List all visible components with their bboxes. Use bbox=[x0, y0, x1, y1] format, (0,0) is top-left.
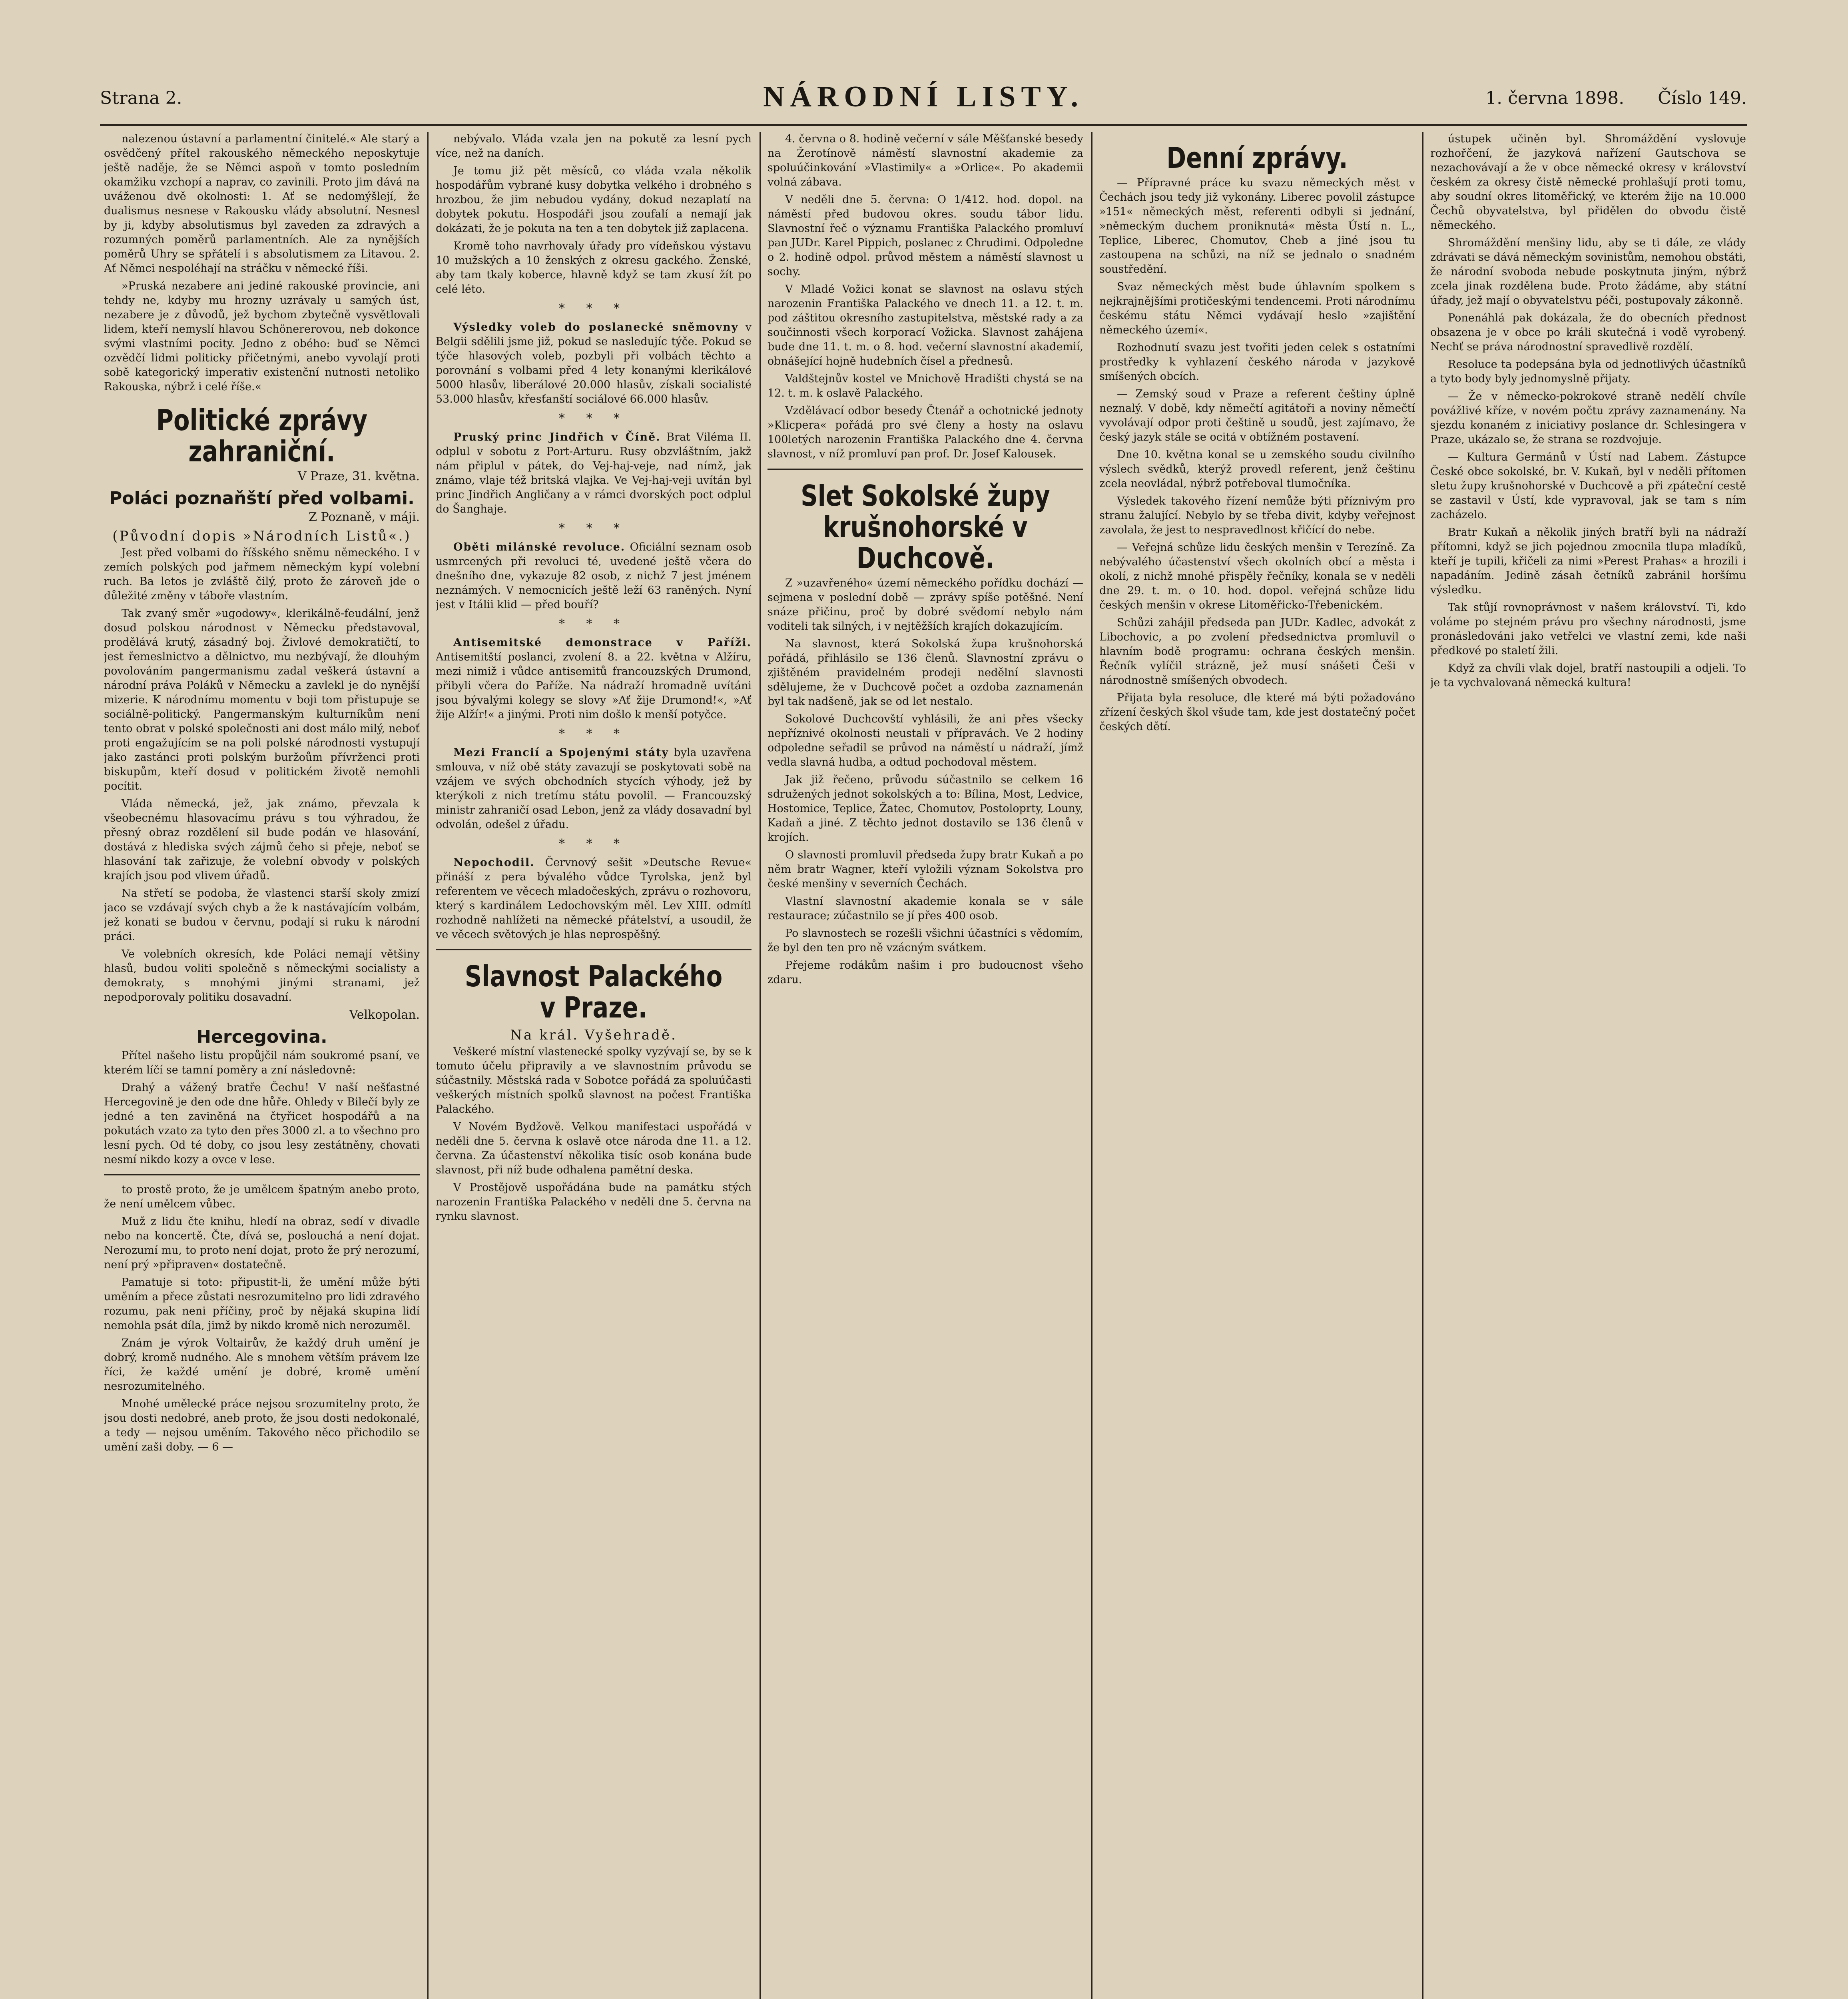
article-paragraph: Tak zvaný směr »ugodowy«, klerikálně-feudální, jenž dosud polskou národnost v Německu představoval, prodělává krutý, zásadný boj. Živlové demokratičtí, to jest řemeslnictvo a dělnictvo, mu nezbývají, že dlouhým povolováním pangermanismu zadal veškerá ústavní a národní práva Poláků v Německu a zavlekl je do nynější mizerie. K národnímu momentu v boji tom přistupuje se sociálně-politický. Pangermanským kulturníkům není tento obrat v polské společnosti ani dost málo milý, neboť proti engažujícím se na poli polské národnosti vystupují jako zastánci proti polským buržoům přívrženci proti biskupům, kteří dosud v politickém životě nemohli pocítit. bbox=[104, 607, 420, 792]
article-paragraph: Tak stůjí rovnoprávnost v našem království. Ti, kdo voláme po stejném právu pro všechny národnosti, jsme pronásledováni jako vetřelci ve vlastní zemi, kde naši předkové po staletí žili. bbox=[1430, 601, 1746, 657]
column-4 bbox=[1099, 132, 1415, 1999]
article-palacky-title: Slavnost Palackého v Praze. bbox=[464, 960, 723, 1024]
news-item bbox=[436, 856, 752, 942]
article-paragraph: Na slavnost, která Sokolská župa krušnohorská pořádá, přihlásilo se 136 členů. Slavnostní zprávu o zjištěném pravidelném prodeji nedělní slavnosti sdělujeme, že v Duchcově počet a ozdoba zaznamenán byl tak nadšeně, jak se od let nestalo. bbox=[768, 638, 1083, 708]
article-paragraph: — Kultura Germánů v Ústí nad Labem. Zástupce České obce sokolské, br. V. Kukaň, byl v neděli přítomen sletu župy krušnohorské v Duchcově a při zpáteční cestě se zastavil v Ústí, kde vypravoval, jak se tam s ním zacházelo. bbox=[1430, 451, 1746, 521]
article-paragraph: — Zemský soud v Praze a referent češtiny úplně neznalý. V době, kdy němečtí agitátoři a noviny němečtí vyvolávají odpor proti češtině u soudů, jest zajímavo, že český jazyk stále se ocitá v obtížném postavení. bbox=[1099, 388, 1415, 443]
article-paragraph: Jak již řečeno, průvodu súčastnilo se celkem 16 sdružených jednot sokolských a to: Bílina, Most, Ledvice, Hostomice, Teplice, Žatec, Chomutov, Postoloprty, Louny, Kadaň a jiné. Z těchto jednot dostavilo se 136 členů v krojích. bbox=[768, 774, 1083, 844]
masthead: NÁRODNÍ LISTY. bbox=[763, 80, 1084, 113]
article-paragraph: Přítel našeho listu propůjčil nám soukromé psaní, ve kterém líčí se tamní poměry a zní následovně: bbox=[104, 1049, 420, 1076]
article-paragraph: Veškeré místní vlastenecké spolky vyzývají se, by se k tomuto účelu připravily a ve slavnostním průvodu se súčastnily. Městská rada v Sobotce pořádá za spoluúčasti veškerých místních spolků slavnost na počest Františka Palackého. bbox=[436, 1045, 752, 1115]
section-stars: * * * bbox=[558, 727, 629, 741]
article-paragraph: Bratr Kukaň a několik jiných bratří byli na nádraží přítomni, když se jich pojednou zmocnila tlupa mladíků, kteří je tupili, křičeli za nimi »Perest Prahas« a hrozili i napadáním. Jedině zásah četníků zabránil horšímu výsledku. bbox=[1430, 526, 1746, 596]
feuilleton-paragraph: Mnohé umělecké práce nejsou srozumitelny proto, že jsou dosti nedobré, aneb proto, že jsou dosti nedokonalé, a tedy — nejsou uměním. Takového něco přichodilo se umění zaši doby. — 6 — bbox=[104, 1398, 420, 1453]
section-rule bbox=[768, 469, 1083, 470]
news-item bbox=[436, 540, 752, 612]
feuilleton-paragraph: to prostě proto, že je umělcem špatným anebo proto, že není umělcem vůbec. bbox=[104, 1183, 420, 1210]
news-item bbox=[436, 636, 752, 722]
feuilleton-paragraph: Znám je výrok Voltairův, že každý druh umění je dobrý, kromě nudného. Ale s mnohem větším právem lze říci, že každé umění je dobré, kromě umění nesrozumitelného. bbox=[104, 1337, 420, 1393]
article-hercegovina-title: Hercegovina. bbox=[196, 1027, 327, 1047]
section-stars: * * * bbox=[558, 301, 629, 315]
issue-info bbox=[1485, 88, 1747, 108]
column-5 bbox=[1430, 132, 1746, 1999]
article-paragraph: V neděli dne 5. června: O 1/412. hod. dopol. na náměstí před budovou okres. soudu tábor lidu. Slavnostní řeč o významu Františka Palackého promluví pan JUDr. Karel Pippich, poslanec z Chrudimi. Odpoledne o 2. hodině odpol. průvod městem a náměstí slavnost u sochy. bbox=[768, 194, 1083, 278]
news-item bbox=[436, 746, 752, 832]
news-item-title: Pruský princ Jindřich v Číně. bbox=[453, 431, 661, 443]
news-item-text: v Belgii sdělili jsme již, pokud se nasledujíc týče. Pokud se týče hlasových voleb, pozbyli při volbách těchto a porovnání s volbami před 4 lety konanými klerikálové 5000 hlasův, liberálové 20.000 hlasův, získali socialisté 53.000 hlasův, křesťanští sociálové 66.000 hlasův. bbox=[436, 321, 752, 405]
page-label: Strana 2. bbox=[100, 88, 182, 108]
article-paragraph: Schůzi zahájil předseda pan JUDr. Kadlec, advokát z Libochovic, a po zvolení předsednictva promluvil o hlavním bodě programu: ochrana českých menšin. Řečník vylíčil strázně, jež musí snášeti Češi v národnostně smíšených obvodech. bbox=[1099, 616, 1415, 686]
news-item-text: Brat Viléma II. odplul v sobotu z Port-Arturu. Rusy obzvláštním, jakž nám připlul v pátek, do Vej-haj-veje, nad nímž, jak známo, vlaje též britská vlajka. Ve Vej-haj-veji uvítán byl princ Jindřich Angličany a v rámci dvorských poct odplul do Šanghaje. bbox=[436, 431, 752, 515]
column-separator bbox=[760, 132, 761, 1999]
article-paragraph: O slavnosti promluvil předseda župy bratr Kukaň a po něm bratr Wagner, kteří vyložili význam Sokolstva pro české menšiny v severních Čechách. bbox=[768, 849, 1083, 890]
issue-number: Číslo 149. bbox=[1658, 88, 1747, 108]
article-paragraph: Dne 10. května konal se u zemského soudu civilního výslech svědků, kterýž provedl referent, jenž češtinu zcela neovládal, nýbrž potřeboval tlumočníka. bbox=[1099, 449, 1415, 490]
article-signature: Velkopolan. bbox=[349, 1008, 420, 1022]
col2-intro-paragraph: Je tomu již pět měsíců, co vláda vzala několik hospodářům vybrané kusy dobytka velkého i drobného s hrozbou, že jim nebudou vydány, dokud nezaplatí na dobytek pokutu. Hospodáři jsou zoufalí a nemají jak dokázati, že je pokuta na ten a ten dobytek již zaplacena. bbox=[436, 165, 752, 235]
article-paragraph: Po slavnostech se rozešli všichni účastníci s vědomím, že byl den ten pro ně vzácným svátkem. bbox=[768, 927, 1083, 954]
article-paragraph: Jest před volbami do říšského sněmu německého. I v zemích polských pod jařmem německým kypí volební ruch. Ba letos je zvláště čilý, proto že zároveň jde o důležité změny v táboře vlastním. bbox=[104, 547, 420, 602]
news-item-title: Nepochodil. bbox=[453, 856, 535, 869]
article-paragraph: Svaz německých měst bude úhlavním spolkem s nejkrajnějšími protičeskými tendencemi. Proti národnímu českému státu Němci vydávají heslo »zajištění německého území«. bbox=[1099, 281, 1415, 336]
article-paragraph: 4. června o 8. hodině večerní v sále Měšťanské besedy na Žerotínově náměstí slavnostní akademie za spoluúčinkování »Vlastimily« a »Orlice«. Po akademii volná zábava. bbox=[768, 133, 1083, 188]
section-dateline: V Praze, 31. května. bbox=[297, 469, 420, 483]
article-poles-dateline: Z Poznaně, v máji. bbox=[309, 510, 420, 524]
article-paragraph: Když za chvíli vlak dojel, bratří nastoupili a odjeli. To je ta vychvalovaná německá kultura! bbox=[1430, 662, 1746, 689]
news-item-title: Výsledky voleb do poslanecké sněmovny bbox=[453, 321, 739, 333]
article-paragraph: Vláda německá, jež, jak známo, převzala k všeobecnému hlasovacímu právu s tou výhradou, že přesný obraz rozdělení sil bude podán ve hlasování, dostává z hlediska svých zájmů čeho si přeje, neboť se hlasování tak zařizuje, že volební obvody v polských krajích jsou pod vlivem úřadů. bbox=[104, 798, 420, 882]
article-paragraph: Ponenáhlá pak dokázala, že do obecních přednost obsazena je v obce po králi skutečná i vodě vyrobený. Nechť se práva národnostní spravedlivě rozdělí. bbox=[1430, 312, 1746, 353]
page-header bbox=[100, 76, 1747, 120]
article-paragraph: ústupek učiněn byl. Shromáždění vyslovuje rozhořčení, že jazyková nařízení Gautschova se nezachovávají a že v obce německé okresy v království českém za okresy čistě německé prohlašují proti tomu, aby soudní okres litoměřický, ve kterém žije na 10.000 Čechů obyvatelstva, byl přidělen do obvodu čistě německého. bbox=[1430, 133, 1746, 231]
article-paragraph: Ve volebních okresích, kde Poláci nemají většiny hlasů, budou voliti společně s německými socialisty a demokraty, s mnohými jinými stranami, jež nepodporovaly politiku dosavadní. bbox=[104, 948, 420, 1003]
article-paragraph: Resoluce ta podepsána byla od jednotlivých účastníků a tyto body byly jednomyslně přijaty. bbox=[1430, 358, 1746, 385]
news-item-text: Antisemitští poslanci, zvolení 8. a 22. května v Alžíru, mezi nimiž i vůdce antisemitů francouzských Drumond, přibyli včera do Paříže. Na nádraží hromadně uvítáni jsou bývalými kolegy se slovy »Ať žije Drumond!«, »Ať žije Alžír!« a jinými. Proti nim došlo k menší potyčce. bbox=[436, 651, 752, 721]
column-separator bbox=[1091, 132, 1092, 1999]
news-item-text: Oficiální seznam osob usmrcených při revoluci té, uvedené ještě včera do dnešního dne, vykazuje 82 osob, z nichž 7 jest jménem neznámých. V nemocnicích ještě leží 63 raněných. Nyní jest v Itálii klid — před bouří? bbox=[436, 541, 752, 611]
article-paragraph: — Veřejná schůze lidu českých menšin v Terezíně. Za nebývalého účastenství všech okolních obcí a města i okolí, z nichž mnohé přispěly řečníky, konala se v neděli dne 29. t. m. o 10. hod. dopol. veřejná schůze lidu českých menšin v okrese Litoměřicko-Třebenickém. bbox=[1099, 541, 1415, 611]
issue-date: 1. června 1898. bbox=[1485, 88, 1625, 108]
article-paragraph: Vzdělávací odbor besedy Čtenář a ochotnické jednoty »Klicpera« pořádá pro své členy a hosty na oslavu 100letých narozenin Františka Palackého dne 4. června slavnost, v níž promluví pan prof. Dr. Josef Kalousek. bbox=[768, 405, 1083, 460]
article-paragraph: Na střetí se podoba, že vlastenci starší skoly zmizí jaco se vzdávají svých chyb a že k nastávajícím volbám, jež konati se budou v červnu, podají si ruku k národní práci. bbox=[104, 887, 420, 943]
news-item-text: byla uzavřena smlouva, v níž obě státy zavazují se poskytovati sobě na vzájem ve svých obchodních stycích výhody, jež by kterýkoli z nich tretímu státu povolil. — Francouzský ministr zahraničí osad Lebon, jenž za vlády dosavadní byl odvolán, odešel z úřadu. bbox=[436, 746, 752, 831]
news-item-title: Oběti milánské revoluce. bbox=[453, 541, 626, 553]
article-paragraph: Vlastní slavnostní akademie konala se v sále restaurace; zúčastnilo se jí přes 400 osob. bbox=[768, 895, 1083, 922]
news-item bbox=[436, 320, 752, 407]
article-paragraph: Valdštejnův kostel ve Mnichově Hradišti chystá se na 12. t. m. k oslavě Palackého. bbox=[768, 373, 1083, 399]
section-foreign-news-title: Politické zprávy zahraniční. bbox=[156, 403, 368, 468]
news-item bbox=[436, 430, 752, 517]
column-separator bbox=[1422, 132, 1423, 1999]
article-paragraph: Z »uzavřeného« území německého pořídku dochází — sejmena v poslední době — zprávy spíše potěšné. Není snáze přičinu, proč by dobré svědomí nebylo nám voditeli tak silných, i v nejtěžších krajích dokazujícím. bbox=[768, 577, 1083, 632]
section-stars: * * * bbox=[558, 411, 629, 425]
article-paragraph: Drahý a vážený bratře Čechu! V naší nešťastné Hercegovině je den ode dne hůře. Ohledy v Bilečí byly ze jedné a ten zaviněná na čtyřicet hospodářů a na pokutách vzato za tyto den přes 3000 zl. a to všechno pro lesní pych. Od té doby, co jsou lesy zestátněny, chovati nesmí nikdo kozy a ovce v lese. bbox=[104, 1081, 420, 1166]
article-paragraph: V Prostějově uspořádána bude na památku stých narozenin Františka Palackého v neděli dne 5. června na rynku slavnost. bbox=[436, 1181, 752, 1223]
news-item-text: Červnový sešit »Deutsche Revue« přináší z pera bývalého vůdce Tyrolska, jenž byl referentem ve věcech mladočeských, zprávu o rozhovoru, který s kardinálem Ledochovským měl. Lev XIII. odmítl rozhodně nahlížeti na německé přátelství, a usoudil, že ve věcech světových je hlas neprospěšný. bbox=[436, 856, 752, 941]
article-paragraph: Přijata byla resoluce, dle které má býti požadováno zřízení českých škol všude tam, kde jest dostatečný počet českých dětí. bbox=[1099, 692, 1415, 733]
section-stars: * * * bbox=[558, 521, 629, 535]
col1-intro-paragraph: nalezenou ústavní a parlamentní činitelé.« Ale starý a osvědčený přítel rakouského německého neposkytuje ještě naděje, že se Němci aspoň v tomto posledním okamžiku vzchopí a naprav, co zavinili. Proto jim dává na uváženou dvě okolnosti: 1. Ať se nedomýšlejí, že dualismus nesnese v Rakousku vlády absolutní. Nesnesl by ji, kdyby absolutismus byl zaveden za zdravých a rozumných poměrů parlamentních. Ale za nynějších poměrů Uhry se spřátelí i s absolutismem za Litavou. 2. Ať Němci nespoléhají na stráčku v německé říši. bbox=[104, 133, 420, 275]
feuilleton-rule bbox=[104, 1174, 420, 1175]
column-separator bbox=[427, 132, 429, 1999]
article-poles-source: (Původní dopis »Národních Listů«.) bbox=[112, 528, 411, 544]
col2-intro-paragraph: nebývalo. Vláda vzala jen na pokutě za lesní pych více, než na daních. bbox=[436, 133, 752, 160]
article-palacky-lead: Na král. Vyšehradě. bbox=[510, 1027, 677, 1043]
article-paragraph: Výsledek takového řízení nemůže býti příznivým pro stranu žalující. Nebylo by se třeba divit, kdyby veřejnost zavolala, že jest to nespravedlnost křičící do nebe. bbox=[1099, 495, 1415, 536]
feuilleton-paragraph: Muž z lidu čte knihu, hledí na obraz, sedí v divadle nebo na koncertě. Čte, dívá se, poslouchá a není dojat. Nerozumí mu, to proto není dojat, proto že prý nerozumí, není prý »připraven« dostatečně. bbox=[104, 1215, 420, 1271]
article-poles-title: Poláci poznaňští před volbami. bbox=[109, 488, 415, 509]
news-item-title: Mezi Francií a Spojenými státy bbox=[453, 746, 669, 759]
article-paragraph: Přejeme rodákům našim i pro budoucnost všeho zdaru. bbox=[768, 959, 1083, 986]
article-paragraph: Shromáždění menšiny lidu, aby se ti dále, ze vlády zdrávati se dává německým sovinistům, nemohou obstáti, že národní svoboda nebude poskytnuta jiným, nýbrž zcela jinak rozdělena bude. Proto žádáme, aby státní úřady, jež mají o obyvatelstvu péči, postupovaly zákonně. bbox=[1430, 237, 1746, 307]
news-item-title: Antisemitské demonstrace v Paříži. bbox=[453, 636, 752, 649]
section-stars: * * * bbox=[558, 617, 629, 631]
column-3 bbox=[768, 132, 1083, 1999]
column-2 bbox=[436, 132, 752, 1999]
feuilleton-paragraph: Pamatuje si toto: připustit-li, že umění může býti uměním a přece zůstati nesrozumitelno pro lidi zdravého rozumu, pak neni příčiny, proč by nějaká skupina lidí nemohla psát díla, jimž by nikdo kromě nich nerozuměl. bbox=[104, 1276, 420, 1332]
article-paragraph: V Novém Bydžově. Velkou manifestaci uspořádá v neděli dne 5. června k oslavě otce národa dne 11. a 12. června. Za účastenství několika tisíc osob konána bude slavnost, při níž bude odhalena pamětní deska. bbox=[436, 1121, 752, 1176]
article-paragraph: Rozhodnutí svazu jest tvořiti jeden celek s ostatními prostředky k vyhlazení českého národa v jazykově smíšených obcích. bbox=[1099, 341, 1415, 383]
article-paragraph: — Že v německo-pokrokové straně nedělí chvíle povážlivé kříze, v novém počtu zprávy zaznamenány. Na sjezdu konaném z iniciativy poslance dr. Schlesingera v Praze, ukázalo se, že strana se rozdvojuje. bbox=[1430, 390, 1746, 446]
section-stars: * * * bbox=[558, 837, 629, 851]
section-rule bbox=[436, 949, 752, 950]
header-rule bbox=[100, 124, 1747, 126]
article-paragraph: Sokolové Duchcovští vyhlásili, že ani přes všecky nepříznivé okolnosti neustali v přípravách. Ve 2 hodiny odpoledne seřadil se průvod na náměstí u nádraží, jímž vedla slavná hudba, a odtud pochodoval městem. bbox=[768, 713, 1083, 768]
col1-intro-paragraph: »Pruská nezabere ani jediné rakouské provincie, ani tehdy ne, kdyby mu hrozny uzrávaly u samých úst, nezabere je z důvodů, jež bychom zbytečně vysvětlovali lidem, kteří nemyslí hlavou Schönererovou, neb dokonce svými vlastními pocity. Jedno z obého: buď se Němci ozvědčí lidmi politicky přičetnými, anebo vyvolají proti sobě kategorický imperativ existenční nutnosti netoliko Rakouska, nýbrž i celé říše.« bbox=[104, 280, 420, 393]
article-slet-title: Slet Sokolské župy krušnohorské v Duchcově. bbox=[801, 479, 1050, 575]
column-1 bbox=[104, 132, 420, 1999]
col2-intro-paragraph: Kromě toho navrhovaly úřady pro vídeňskou výstavu 10 mužských a 10 ženských z okresu gackého. Ženské, aby tam tkaly koberce, hlavně když se tam zkusí žít po celé léto. bbox=[436, 240, 752, 295]
article-paragraph: — Přípravné práce ku svazu německých měst v Čechách jsou tedy již vykonány. Liberec povolil zástupce »151« německých měst, referenti odbyli si jednání, »německým duchem proniknutá« města Ústí n. L., Teplice, Liberec, Chomutov, Cheb a jiné jsou tu zastoupena na schůzi, na níž se jednalo o snadném soustředění. bbox=[1099, 177, 1415, 275]
article-paragraph: V Mladé Vožici konat se slavnost na oslavu stých narozenin Františka Palackého ve dnech 11. a 12. t. m. pod záštitou okresního zastupitelstva, městské rady a za součinnosti všech korporací Vožicka. Slavnost zahájena bude dne 11. t. m. o 8. hod. večerní slavnostní akademií, obnášející hojně hudebních čísel a přednesů. bbox=[768, 283, 1083, 367]
section-daily-news-title: Denní zprávy. bbox=[1166, 141, 1348, 175]
